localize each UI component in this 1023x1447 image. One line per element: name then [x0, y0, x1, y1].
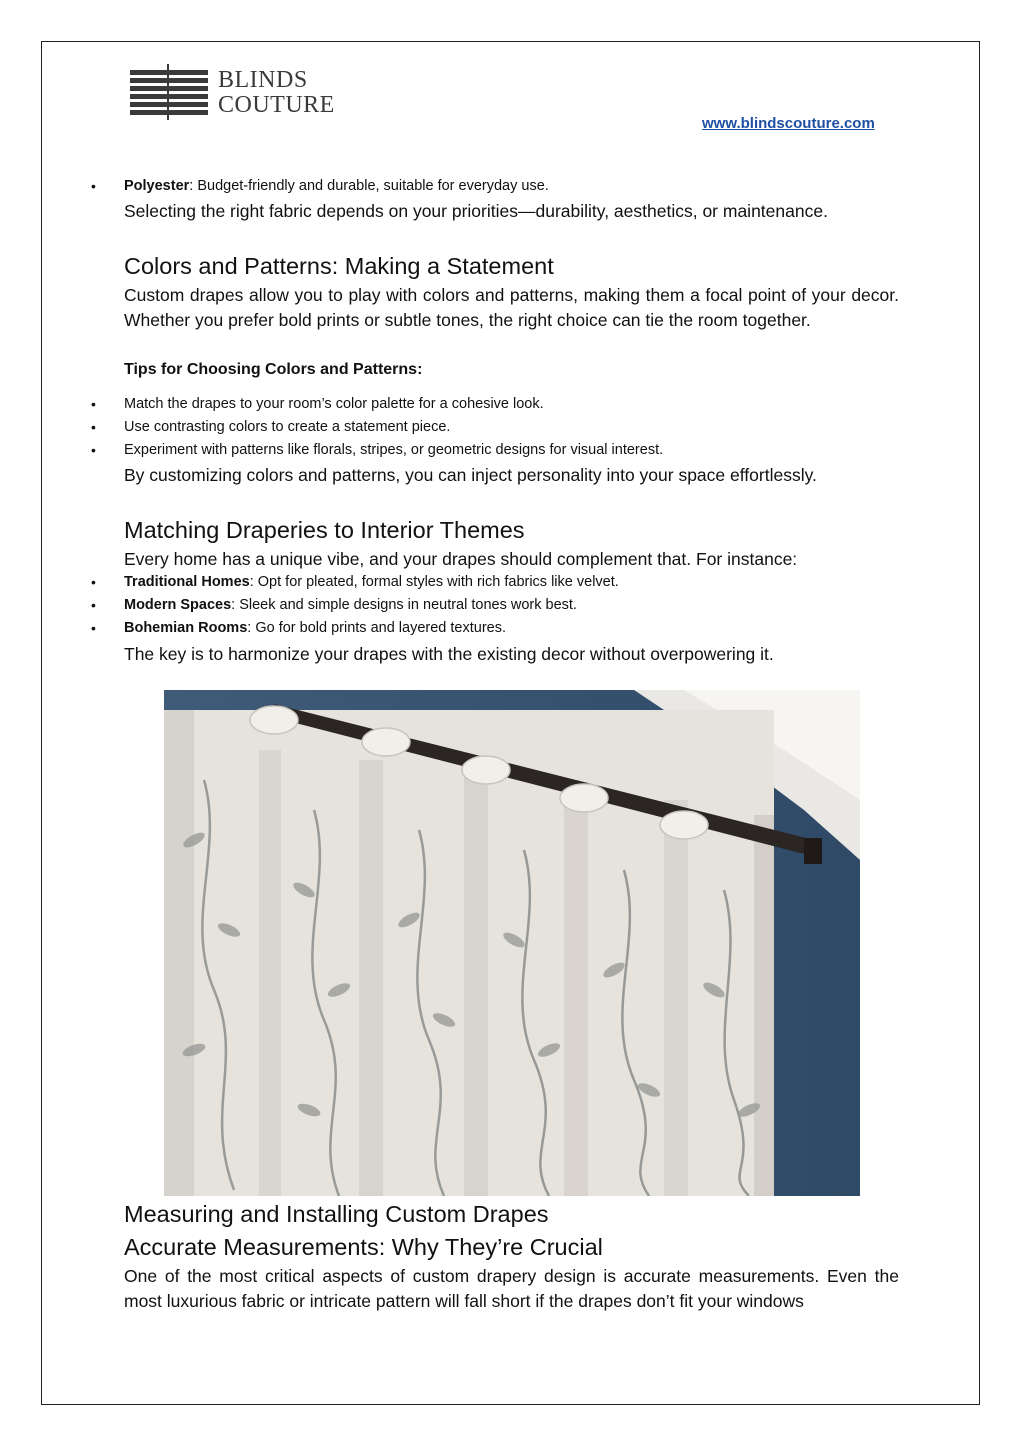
drapes-illustration	[164, 690, 860, 1196]
bullet-term: Traditional Homes	[124, 574, 250, 590]
bullet-term: Polyester	[124, 178, 190, 194]
tip-text: Experiment with patterns like florals, stripes, or geometric designs for visual interest.	[124, 442, 664, 458]
drapes-photo	[164, 690, 860, 1196]
measuring-heading: Measuring and Installing Custom Drapes	[124, 1201, 549, 1227]
themes-closing-text: The key is to harmonize your drapes with the existing decor without overpowering it.	[124, 644, 774, 664]
fabric-closing-text: Selecting the right fabric depends on your priorities—durability, aesthetics, or maintenance.	[124, 201, 828, 221]
tips-heading: Tips for Choosing Colors and Patterns:	[124, 361, 423, 378]
tip-text: Use contrasting colors to create a statement piece.	[124, 419, 451, 435]
brand-logo	[128, 62, 358, 126]
themes-heading: Matching Draperies to Interior Themes	[124, 517, 525, 543]
logo-wordmark	[218, 68, 335, 118]
colors-heading: Colors and Patterns: Making a Statement	[124, 253, 554, 279]
themes-intro: Every home has a unique vibe, and your drapes should complement that. For instance:	[124, 549, 798, 569]
blinds-logo-icon	[128, 62, 210, 122]
bullet-term: Modern Spaces	[124, 597, 232, 613]
tip-text: Match the drapes to your room’s color palette for a cohesive look.	[124, 396, 544, 412]
colors-intro: Custom drapes allow you to play with colors and patterns, making them a focal point of your decor. Whether you prefer bold prints or subtle tones, the right choice can tie the room together.	[124, 285, 899, 330]
logo-line1: BLINDS	[218, 67, 308, 93]
measurements-body: One of the most critical aspects of custom drapery design is accurate measurements. Even the most luxurious fabric or intricate pattern will fall short if the drapes don’t fit your windows	[124, 1266, 899, 1311]
colors-closing-text: By customizing colors and patterns, you can inject personality into your space effortlessly.	[124, 465, 817, 485]
logo-line2: COUTURE	[218, 92, 335, 118]
website-link[interactable]: www.blindscouture.com	[702, 115, 875, 132]
bullet-text: : Go for bold prints and layered textures.	[247, 620, 506, 636]
bullet-text: : Sleek and simple designs in neutral tones work best.	[231, 597, 577, 613]
bullet-text: : Budget-friendly and durable, suitable for everyday use.	[189, 178, 549, 194]
bullet-term: Bohemian Rooms	[124, 620, 248, 636]
bullet-text: : Opt for pleated, formal styles with rich fabrics like velvet.	[249, 574, 619, 590]
measurements-subheading: Accurate Measurements: Why They’re Crucial	[124, 1234, 603, 1260]
